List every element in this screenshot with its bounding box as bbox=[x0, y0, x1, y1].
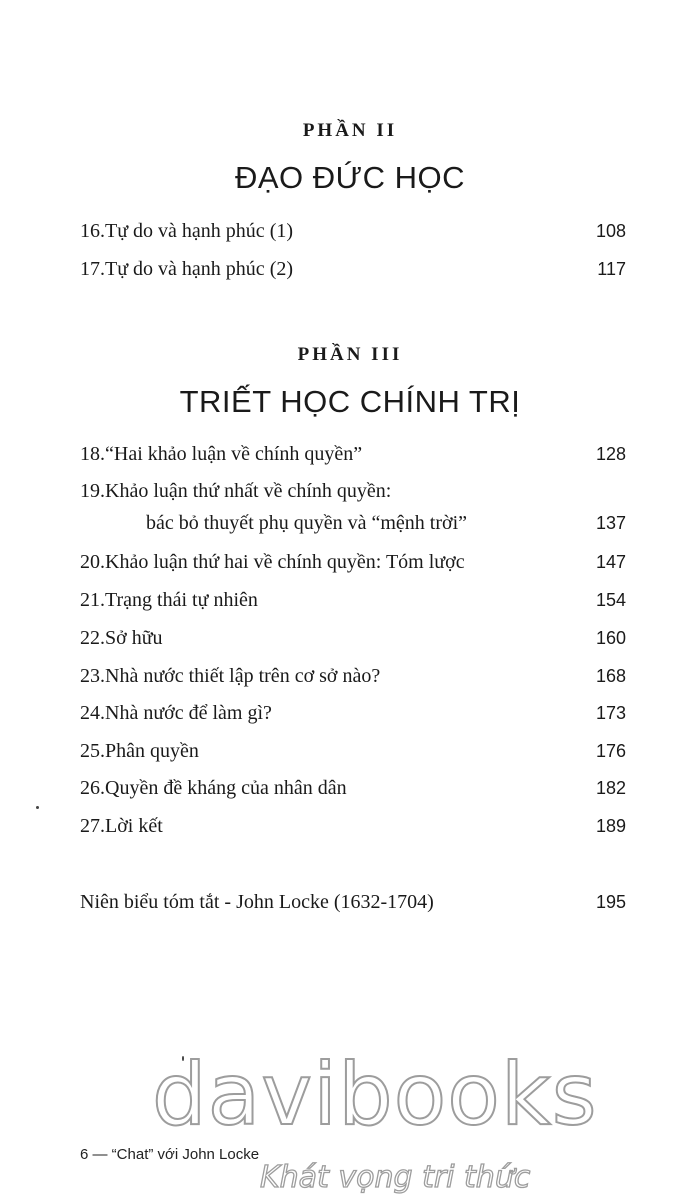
watermark-logo: davibooks bbox=[152, 1045, 598, 1145]
toc-entry bbox=[80, 701, 626, 725]
toc-entry-title: Niên biểu tóm tắt - John Locke (1632-1704) bbox=[80, 891, 434, 913]
toc-entry bbox=[80, 550, 626, 574]
toc-entry-page: 189 bbox=[595, 816, 626, 836]
toc-entry-title: 22.Sở hữu bbox=[80, 627, 163, 649]
toc-entry-page: 128 bbox=[595, 444, 626, 464]
toc-entry-title: 23.Nhà nước thiết lập trên cơ sở nào? bbox=[80, 665, 381, 687]
toc-entry-page: 176 bbox=[595, 741, 626, 761]
toc-entry-title: bác bỏ thuyết phụ quyền và “mệnh trời” bbox=[146, 512, 468, 534]
toc-entry bbox=[80, 776, 626, 800]
toc-entry-title: 25.Phân quyền bbox=[80, 740, 199, 762]
toc-entry-title: 21.Trạng thái tự nhiên bbox=[80, 589, 258, 611]
toc-entry-page: 168 bbox=[595, 666, 626, 686]
watermark-tagline: Khát vọng tri thức bbox=[260, 1160, 531, 1195]
print-speck bbox=[36, 806, 39, 809]
toc-entry-page: 137 bbox=[595, 513, 626, 533]
toc-entry bbox=[80, 479, 626, 503]
toc-entry-page: 147 bbox=[595, 552, 626, 572]
toc-entry-title: 19.Khảo luận thứ nhất về chính quyền: bbox=[80, 480, 392, 502]
toc-entry-title: 20.Khảo luận thứ hai về chính quyền: Tóm lược bbox=[80, 551, 465, 573]
toc-entry bbox=[80, 814, 626, 838]
toc-entry-page: 154 bbox=[595, 590, 626, 610]
page-footer: 6 — “Chat” với John Locke bbox=[80, 1146, 260, 1163]
toc-entry-page: 182 bbox=[595, 778, 626, 798]
toc-entry bbox=[80, 442, 626, 466]
toc-entry bbox=[80, 588, 626, 612]
toc-entry bbox=[80, 664, 626, 688]
toc-entry-title: 27.Lời kết bbox=[80, 815, 163, 837]
toc-entry-continuation bbox=[80, 511, 626, 535]
toc-entry-page: 195 bbox=[595, 892, 626, 912]
toc-entry-title: 26.Quyền đề kháng của nhân dân bbox=[80, 777, 347, 799]
toc-entry-page: 160 bbox=[595, 628, 626, 648]
part-2-label: PHẦN II bbox=[302, 120, 398, 141]
toc-entry-title: 24.Nhà nước để làm gì? bbox=[80, 702, 272, 724]
toc-entry bbox=[80, 257, 626, 281]
part-2-title: ĐẠO ĐỨC HỌC bbox=[234, 160, 466, 195]
part-3-label: PHẦN III bbox=[297, 344, 403, 365]
toc-entry-title: 17.Tự do và hạnh phúc (2) bbox=[80, 258, 294, 280]
toc-entry bbox=[80, 219, 626, 243]
part-3-title: TRIẾT HỌC CHÍNH TRỊ bbox=[179, 384, 521, 419]
toc-entry-title: 18.“Hai khảo luận về chính quyền” bbox=[80, 443, 363, 465]
toc-entry-page: 108 bbox=[595, 221, 626, 241]
toc-entry bbox=[80, 626, 626, 650]
toc-appendix bbox=[80, 890, 626, 914]
toc-entry-page: 117 bbox=[597, 259, 626, 279]
toc-entry-title: 16.Tự do và hạnh phúc (1) bbox=[80, 220, 294, 242]
toc-entry bbox=[80, 739, 626, 763]
toc-entry-page: 173 bbox=[595, 703, 626, 723]
